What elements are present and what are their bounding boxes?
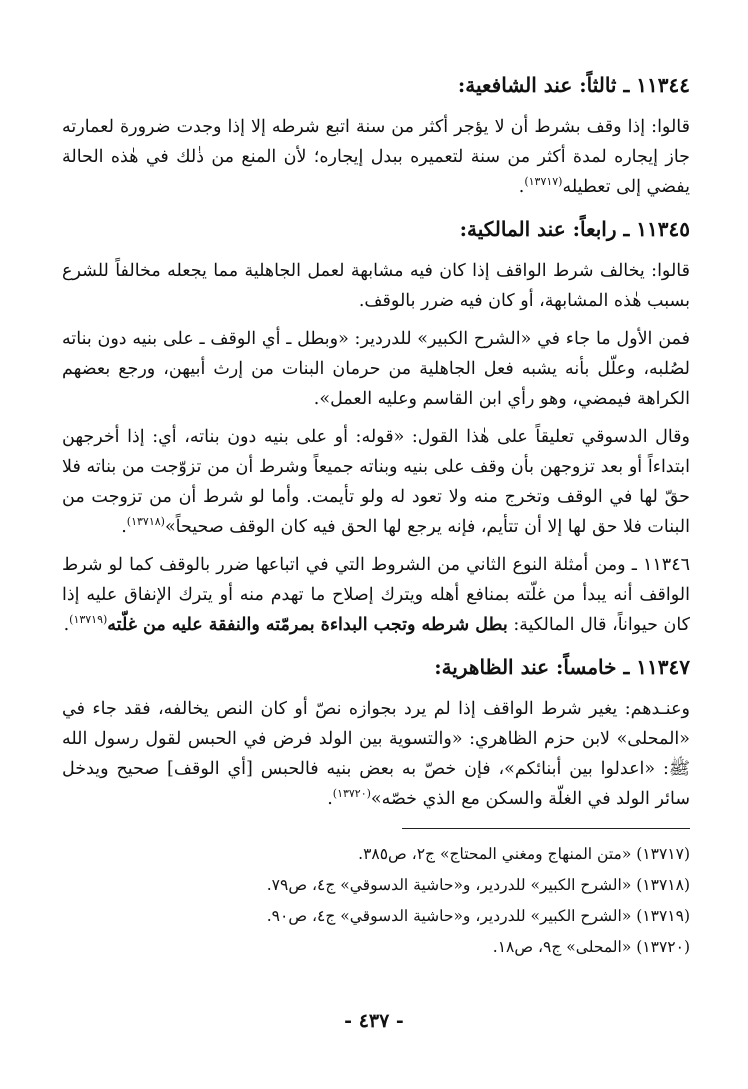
footnote-ref: (١٣٧٢٠) bbox=[332, 787, 371, 801]
footnote-13719: (١٣٧١٩) «الشرح الكبير» للدردير، و«حاشية الدسوقي» ج٤، ص٩٠. bbox=[266, 907, 690, 925]
heading-maliki: ١١٣٤٥ ـ رابعاً: عند المالكية: bbox=[459, 217, 690, 241]
paragraph-maliki-2: فمن الأول ما جاء في «الشرح الكبير» للدردير: «وبطل ـ أي الوقف ـ على بنيه دون بناته لصُلبه، وعلّل بأنه يشبه فعل الجاهلية من حرمان البنات من إرث أبيهن، ورجع بعضهم الكراهة فيمضي، وهو رأي ابن القاسم وعليه العمل». bbox=[62, 329, 690, 409]
paragraph-shafii-text: قالوا: إذا وقف بشرط أن لا يؤجر أكثر من سنة اتبع شرطه إلا إذا وجدت ضرورة لعمارته جاز إيجاره لمدة أكثر من سنة لتعميره ببدل إيجاره؛ لأن المنع من ذٰلك في هٰذه الحالة يفضي إلى تعطيله bbox=[62, 117, 690, 197]
footnote-ref: (١٣٧١٩) bbox=[69, 613, 108, 627]
footnote-13718: (١٣٧١٨) «الشرح الكبير» للدردير، و«حاشية الدسوقي» ج٤، ص٧٩. bbox=[266, 876, 690, 894]
paragraph-1346-bold: بطل شرطه وتجب البداءة بمرمّته والنفقة عليه من غلّته bbox=[107, 615, 508, 635]
heading-zahiri: ١١٣٤٧ ـ خامساً: عند الظاهرية: bbox=[434, 655, 690, 679]
paragraph-maliki-1: قالوا: يخالف شرط الواقف إذا كان فيه مشابهة لعمل الجاهلية مما يجعله مخالفاً للشرع بسبب هٰذه المشابهة، أو كان فيه ضرر بالوقف. bbox=[62, 261, 690, 311]
paragraph-maliki-3-text: وقال الدسوقي تعليقاً على هٰذا القول: «قوله: أو على بنيه دون بناته، أي: إذا أخرجهن ابتداءاً أو بعد تزوجهن بأن وقف على بنيه وبناته جميعاً وشرط أن من تزوّجت من بناته فلا حقّ لها في الوقف وتخرج منه ولا تعود له ولو تأيمت. وأما لو شرط أن من تزوجت من البنات فلا حق لها إلا أن تتأيم، فإنه يرجع لها الحق فيه كان الوقف صحيحاً» bbox=[62, 427, 690, 537]
footnote-divider bbox=[402, 828, 690, 829]
page-number: - ٤٣٧ - bbox=[344, 1010, 404, 1032]
heading-shafii: ١١٣٤٤ ـ ثالثاً: عند الشافعية: bbox=[457, 73, 690, 97]
paragraph-1346-text: ١١٣٤٦ ـ ومن أمثلة النوع الثاني من الشروط التي في اتباعها ضرر بالوقف كما لو شرط الواقف أنه يبدأ من غلّته بمنافع أهله ويترك إصلاح ما تهدم منه أو يترك الإنفاق عليه إذا كان حيواناً، قال المالكية: bbox=[62, 555, 690, 635]
paragraph-shafii: قالوا: إذا وقف بشرط أن لا يؤجر أكثر من سنة اتبع شرطه إلا إذا وجدت ضرورة لعمارته جاز إيجاره لمدة أكثر من سنة لتعميره ببدل إيجاره؛ لأن المنع من ذٰلك في هٰذه الحالة يفضي إلى تعطيله$^{(١٣٧١٧)}$. bbox=[62, 117, 690, 197]
footnote-ref: (١٣٧١٨) bbox=[126, 515, 165, 529]
footnote-13720: (١٣٧٢٠) «المحلى» ج٩، ص١٨. bbox=[492, 938, 690, 956]
footnote-13717: (١٣٧١٧) «متن المنهاج ومغني المحتاج» ج٢، ص٣٨٥. bbox=[358, 845, 690, 863]
paragraph-maliki-3: وقال الدسوقي تعليقاً على هٰذا القول: «قوله: أو على بنيه دون بناته، أي: إذا أخرجهن ابتداءاً أو بعد تزوجهن بأن وقف على بنيه وبناته جميعاً وشرط أن من تزوّجت من بناته فلا حقّ لها في الوقف وتخرج منه ولا تعود له ولو تأيمت. وأما لو شرط أن من تزوجت من البنات فلا حق لها إلا أن تتأيم، فإنه يرجع لها الحق فيه كان الوقف صحيحاً»$^{(١٣٧١٨)}$. bbox=[62, 427, 690, 537]
paragraph-zahiri-text: وعنـدهم: يغير شرط الواقف إذا لم يرد بجوازه نصّ أو كان النص يخالفه، فقد جاء في «المحلى» لابن حزم الظاهري: «والتسوية بين الولد فرض في الحبس لقول رسول الله ﷺ: «اعدلوا بين أبنائكم»، فإن خصّ به بعض بنيه فالحبس [أي الوقف] صحيح ويدخل سائر الولد في الغلّة والسكن مع الذي خصّه» bbox=[62, 699, 690, 809]
paragraph-1346: ١١٣٤٦ ـ ومن أمثلة النوع الثاني من الشروط التي في اتباعها ضرر بالوقف كما لو شرط الواقف أنه يبدأ من غلّته بمنافع أهله ويترك إصلاح ما تهدم منه أو يترك الإنفاق عليه إذا كان حيواناً، قال المالكية: بطل شرطه وتجب البداءة بمرمّته والنفقة عليه من غلّته$^{(١٣٧١٩)}$. bbox=[62, 555, 690, 635]
footnote-ref: (١٣٧١٧) bbox=[524, 175, 563, 189]
page-body bbox=[62, 58, 690, 963]
paragraph-zahiri: وعنـدهم: يغير شرط الواقف إذا لم يرد بجوازه نصّ أو كان النص يخالفه، فقد جاء في «المحلى» لابن حزم الظاهري: «والتسوية بين الولد فرض في الحبس لقول رسول الله ﷺ: «اعدلوا بين أبنائكم»، فإن خصّ به بعض بنيه فالحبس [أي الوقف] صحيح ويدخل سائر الولد في الغلّة والسكن مع الذي خصّه»$^{(١٣٧٢٠)}$. bbox=[62, 699, 690, 809]
